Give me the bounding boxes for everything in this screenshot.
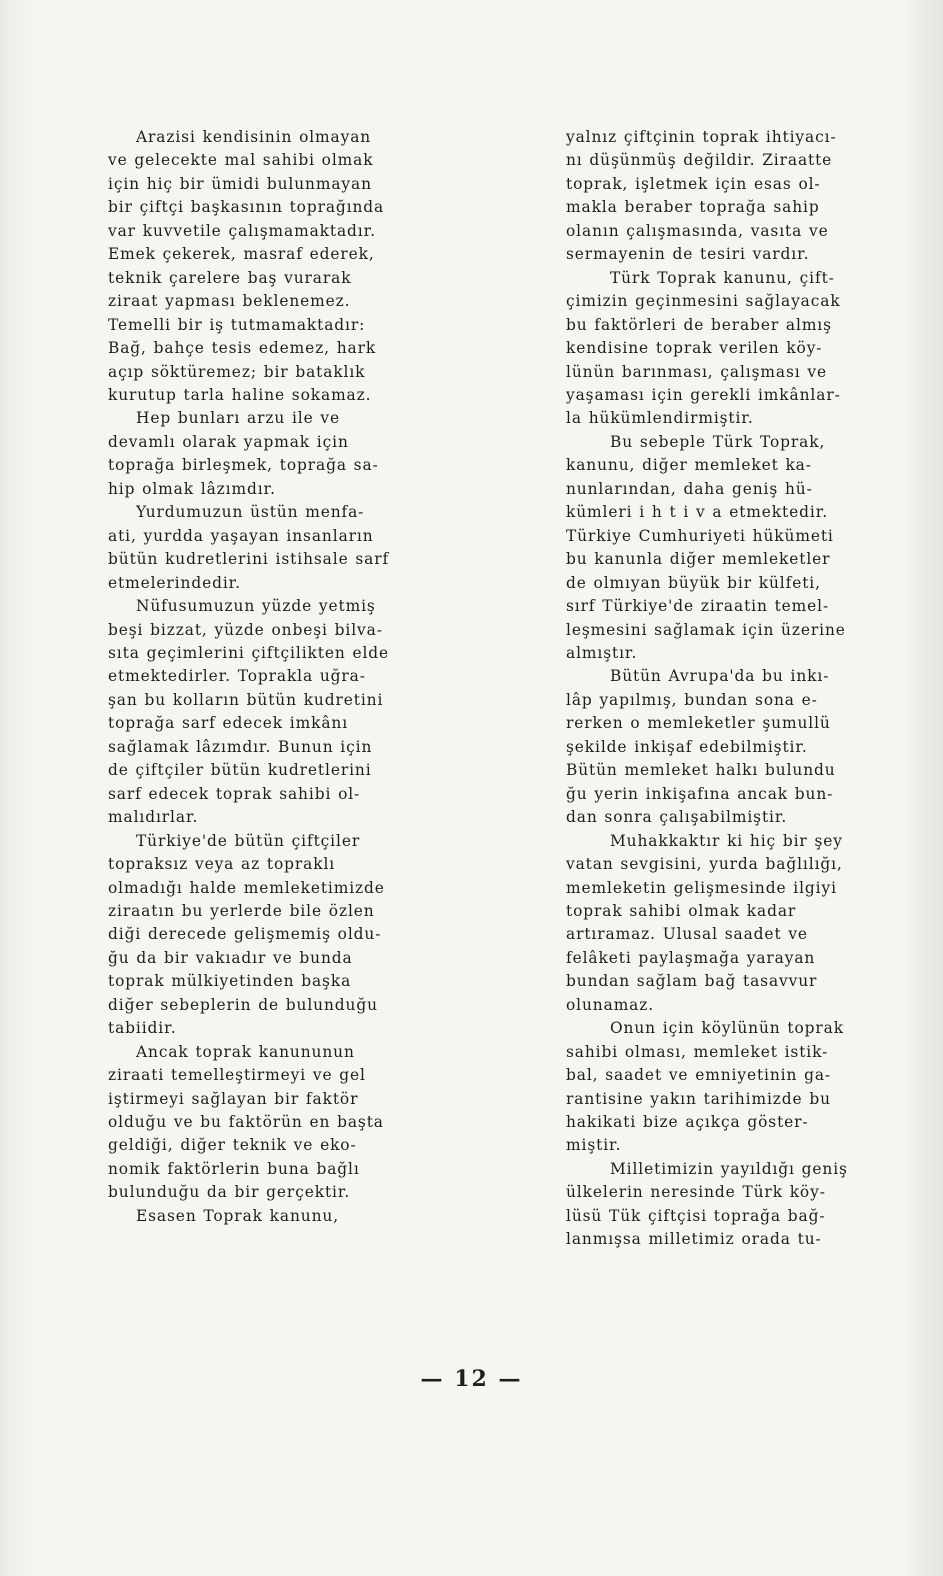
- text-line: bundan sağlam bağ tasavvur: [566, 972, 818, 991]
- text-line: şekilde inkişaf edebilmiştir.: [566, 737, 808, 756]
- text-line: lanmışsa milletimiz orada tu-: [566, 1230, 822, 1249]
- text-line: sıta geçimlerini çiftçilikten elde: [108, 643, 390, 662]
- left-text-column: [108, 126, 428, 1228]
- text-line: bulunduğu da bir gerçektir.: [108, 1183, 351, 1202]
- text-line: hakikati bize açıkça göster-: [566, 1113, 809, 1132]
- text-line: de olmıyan büyük bir külfeti,: [566, 573, 821, 592]
- text-line: leşmesini sağlamak için üzerine: [566, 620, 846, 639]
- text-line: diğer sebeplerin de bulunduğu: [108, 995, 378, 1014]
- text-line: sarf edecek toprak sahibi ol-: [108, 784, 361, 803]
- text-line: devamlı olarak yapmak için: [108, 432, 349, 451]
- text-line: Nüfusumuzun yüzde yetmiş: [136, 597, 376, 616]
- text-line: bir çiftçi başkasının toprağında: [108, 198, 385, 217]
- text-line: nı düşünmüş değildir. Ziraatte: [566, 151, 833, 170]
- text-line: geldiği, diğer teknik ve eko-: [108, 1136, 357, 1155]
- text-line: memleketin gelişmesinde ilgiyi: [566, 878, 837, 897]
- text-line: ati, yurdda yaşayan insanların: [108, 526, 374, 545]
- text-line: bal, saadet ve emniyetinin ga-: [566, 1066, 832, 1085]
- text-line: sahibi olması, memleket istik-: [566, 1042, 829, 1061]
- text-line: bu kanunla diğer memleketler: [566, 550, 831, 569]
- text-line: olanın çalışmasında, vasıta ve: [566, 221, 829, 240]
- text-line: Onun için köylünün toprak: [610, 1019, 844, 1038]
- text-line: lüsü Tük çiftçisi toprağa bağ-: [566, 1206, 826, 1225]
- text-line: açıp söktüremez; bir bataklık: [108, 362, 366, 381]
- text-line: Türkiye Cumhuriyeti hükümeti: [566, 526, 834, 545]
- text-line: ziraat yapması beklenemez.: [108, 292, 351, 311]
- text-line: ülkelerin neresinde Türk köy-: [566, 1183, 826, 1202]
- text-line: var kuvvetile çalışmamaktadır.: [108, 221, 376, 240]
- text-line: şan bu kolların bütün kudretini: [108, 690, 384, 709]
- text-line: Esasen Toprak kanunu,: [136, 1206, 340, 1225]
- text-line: ziraatın bu yerlerde bile özlen: [108, 901, 375, 920]
- text-line: iştirmeyi sağlayan bir faktör: [108, 1089, 359, 1108]
- text-line: olduğu ve bu faktörün en başta: [108, 1113, 384, 1132]
- text-line: teknik çarelere baş vurarak: [108, 268, 352, 287]
- text-line: Bütün Avrupa'da bu inkı-: [610, 667, 830, 686]
- text-line: ziraati temelleştirmeyi ve gel: [108, 1066, 366, 1085]
- text-line: felâketi paylaşmağa yarayan: [566, 948, 816, 967]
- text-line: ğu da bir vakıadır ve bunda: [108, 948, 353, 967]
- text-line: beşi bizzat, yüzde onbeşi bilva-: [108, 620, 383, 639]
- page-number: — 12 —: [420, 1366, 523, 1392]
- text-line: ve gelecekte mal sahibi olmak: [108, 151, 374, 170]
- text-line: yalnız çiftçinin toprak ihtiyacı-: [566, 128, 837, 146]
- text-line: sermayenin de tesiri vardır.: [566, 245, 810, 264]
- text-line: bütün kudretlerini istihsale sarf: [108, 550, 390, 569]
- text-line: lâp yapılmış, bundan sona e-: [566, 690, 818, 709]
- text-line: çimizin geçinmesini sağlayacak: [566, 292, 841, 311]
- text-line: için hiç bir ümidi bulunmayan: [108, 174, 372, 193]
- text-line: ğu yerin inkişafına ancak bun-: [566, 784, 834, 803]
- text-line: diği derecede gelişmemiş oldu-: [108, 925, 382, 944]
- text-line: Bütün memleket halkı bulundu: [566, 761, 836, 780]
- text-line: tabiidir.: [108, 1019, 177, 1038]
- text-line: etmektedirler. Toprakla uğra-: [108, 667, 366, 686]
- text-line: Arazisi kendisinin olmayan: [136, 128, 372, 146]
- text-line: kümleri i h t i v a etmektedir.: [566, 503, 829, 522]
- text-line: nomik faktörlerin buna bağlı: [108, 1159, 360, 1178]
- text-line: kendisine toprak verilen köy-: [566, 339, 823, 358]
- text-line: olunamaz.: [566, 995, 655, 1014]
- text-line: Temelli bir iş tutmamaktadır:: [108, 315, 366, 334]
- text-line: Yurdumuzun üstün menfa-: [136, 503, 365, 522]
- right-text-column: [566, 126, 894, 1252]
- text-line: toprağa birleşmek, toprağa sa-: [108, 456, 379, 475]
- text-line: Hep bunları arzu ile ve: [136, 409, 341, 428]
- text-line: almıştır.: [566, 643, 638, 662]
- text-line: Ancak toprak kanununun: [136, 1042, 355, 1061]
- text-line: Emek çekerek, masraf ederek,: [108, 245, 375, 264]
- text-line: yaşaması için gerekli imkânlar-: [566, 385, 841, 404]
- text-line: nunlarından, daha geniş hü-: [566, 479, 813, 498]
- text-line: toprak sahibi olmak kadar: [566, 901, 797, 920]
- text-line: vatan sevgisini, yurda bağlılığı,: [566, 855, 843, 874]
- text-line: olmadığı halde memleketimizde: [108, 878, 385, 897]
- text-line: toprağa sarf edecek imkânı: [108, 714, 349, 733]
- text-line: etmelerindedir.: [108, 573, 242, 592]
- text-line: kanunu, diğer memleket ka-: [566, 456, 812, 475]
- text-line: bu faktörleri de beraber almış: [566, 315, 832, 334]
- text-line: rerken o memleketler şumullü: [566, 714, 831, 733]
- text-line: toprak, işletmek için esas ol-: [566, 174, 821, 193]
- text-line: Türkiye'de bütün çiftçiler: [136, 831, 361, 850]
- text-line: topraksız veya az topraklı: [108, 855, 336, 874]
- text-line: Türk Toprak kanunu, çift-: [610, 268, 835, 287]
- text-line: rantisine yakın tarihimizde bu: [566, 1089, 831, 1108]
- text-line: toprak mülkiyetinden başka: [108, 972, 352, 991]
- text-line: Milletimizin yayıldığı geniş: [610, 1159, 848, 1178]
- text-line: makla beraber toprağa sahip: [566, 198, 820, 217]
- text-line: lünün barınması, çalışması ve: [566, 362, 827, 381]
- text-line: Muhakkaktır ki hiç bir şey: [610, 831, 843, 850]
- text-line: de çiftçiler bütün kudretlerini: [108, 761, 372, 780]
- text-line: Bağ, bahçe tesis edemez, hark: [108, 339, 377, 358]
- text-line: malıdırlar.: [108, 808, 199, 827]
- text-line: kurutup tarla haline sokamaz.: [108, 385, 372, 404]
- text-line: dan sonra çalışabilmiştir.: [566, 808, 788, 827]
- text-line: Bu sebeple Türk Toprak,: [610, 432, 826, 451]
- text-line: la hükümlendirmiştir.: [566, 409, 754, 428]
- text-line: sırf Türkiye'de ziraatin temel-: [566, 597, 830, 616]
- text-line: sağlamak lâzımdır. Bunun için: [108, 737, 373, 756]
- text-line: artıramaz. Ulusal saadet ve: [566, 925, 808, 944]
- text-line: miştir.: [566, 1136, 622, 1155]
- text-line: hip olmak lâzımdır.: [108, 479, 276, 498]
